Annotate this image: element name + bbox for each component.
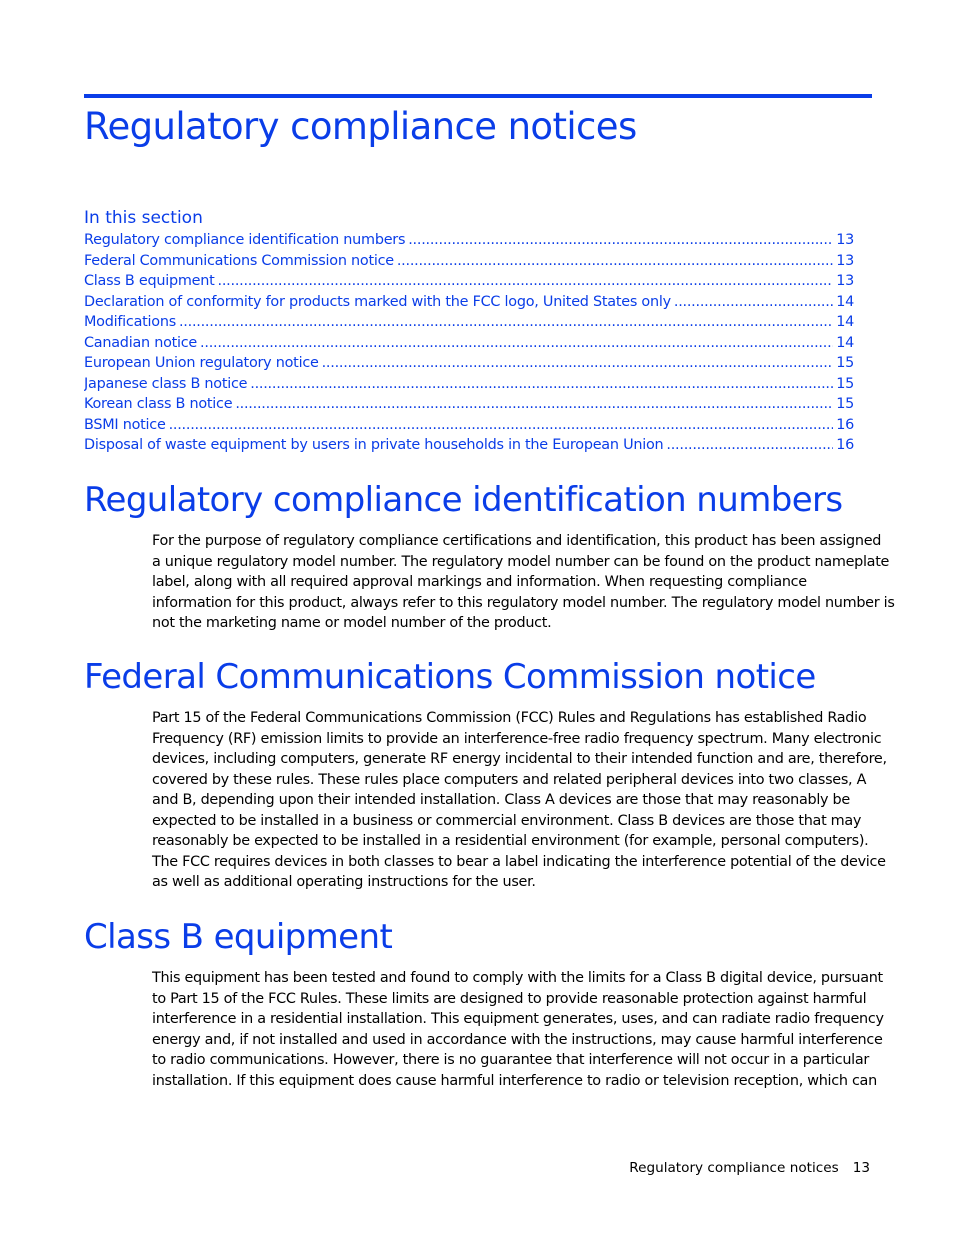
toc-entry-title: Declaration of conformity for products marked with the FCC logo, United States only (84, 293, 671, 310)
body-line: reasonably be expected to be installed in a residential environment (for example, personal computers). (152, 833, 869, 849)
body-line: This equipment has been tested and found to comply with the limits for a Class B digital device, pursuant (152, 970, 883, 986)
toc-entry-title: Modifications (84, 314, 176, 330)
toc-leader-dots (322, 353, 834, 374)
body-line: and B, depending upon their intended installation. Class A devices are those that may reasonably be (152, 792, 850, 808)
toc-entry-declaration-of-conformity[interactable] (84, 292, 854, 313)
toc-entry-page: 13 (836, 252, 854, 269)
toc-heading: In this section (84, 208, 203, 228)
body-line: interference in a residential installation. This equipment generates, uses, and can radiate radio frequency (152, 1011, 884, 1027)
body-line: to Part 15 of the FCC Rules. These limits are designed to provide reasonable protection against harmful (152, 990, 867, 1007)
footer-label: Regulatory compliance notices (629, 1160, 839, 1176)
toc-entry-bsmi-notice[interactable] (84, 415, 854, 436)
toc-entry-page: 16 (836, 437, 854, 453)
toc-entry-title: Japanese class B notice (84, 375, 248, 392)
toc-leader-dots (200, 333, 833, 354)
body-line: For the purpose of regulatory compliance certifications and identification, this product has been assigned (152, 533, 882, 549)
toc-entry-regulatory-identification-numbers[interactable] (84, 230, 854, 251)
chapter-top-rule (84, 94, 872, 98)
body-line: not the marketing name or model number of the product. (152, 615, 552, 631)
table-of-contents (84, 230, 854, 456)
section-body-fcc-notice (152, 708, 887, 893)
toc-entry-japanese-class-b-notice[interactable] (84, 374, 854, 395)
body-line: Frequency (RF) emission limits to provide an interference-free radio frequency spectrum. Many electronic (152, 730, 882, 747)
toc-entry-page: 13 (836, 232, 854, 248)
toc-entry-waste-disposal-eu[interactable] (84, 435, 854, 456)
toc-entry-page: 13 (836, 273, 854, 289)
toc-entry-page: 14 (836, 334, 854, 351)
toc-entry-canadian-notice[interactable] (84, 333, 854, 354)
toc-entry-fcc-notice[interactable] (84, 251, 854, 272)
body-line: information for this product, always refer to this regulatory model number. The regulatory model number is (152, 594, 895, 611)
body-line: label, along with all required approval markings and information. When requesting compliance (152, 574, 807, 590)
section-body-class-b-equipment (152, 968, 884, 1091)
body-line: The FCC requires devices in both classes to bear a label indicating the interference potential of the device (152, 853, 886, 870)
toc-entry-page: 15 (836, 375, 854, 392)
toc-entry-title: BSMI notice (84, 416, 166, 433)
toc-entry-page: 16 (836, 416, 854, 433)
body-line: energy and, if not installed and used in accordance with the instructions, may cause harmful interference (152, 1031, 883, 1048)
toc-entry-title: Korean class B notice (84, 396, 233, 412)
toc-leader-dots (218, 271, 834, 292)
body-line: expected to be installed in a business or commercial environment. Class B devices are those that may (152, 812, 862, 829)
footer-page-number: 13 (852, 1160, 870, 1176)
toc-leader-dots (397, 251, 833, 272)
toc-leader-dots (179, 312, 833, 333)
toc-leader-dots (674, 292, 833, 313)
toc-entry-modifications[interactable] (84, 312, 854, 333)
toc-entry-page: 14 (836, 314, 854, 330)
body-line: as well as additional operating instructions for the user. (152, 874, 536, 890)
toc-leader-dots (250, 374, 833, 395)
toc-leader-dots (408, 230, 833, 251)
toc-entry-title: Disposal of waste equipment by users in private households in the European Union (84, 437, 664, 453)
body-line: a unique regulatory model number. The regulatory model number can be found on the product nameplate (152, 553, 890, 570)
toc-entry-page: 15 (836, 396, 854, 412)
body-line: installation. If this equipment does cause harmful interference to radio or television reception, which can (152, 1072, 877, 1089)
toc-entry-page: 15 (836, 355, 854, 371)
section-title-class-b-equipment: Class B equipment (84, 917, 393, 957)
section-title-fcc-notice: Federal Communications Commission notice (84, 657, 816, 697)
toc-entry-eu-regulatory-notice[interactable] (84, 353, 854, 374)
chapter-title: Regulatory compliance notices (84, 105, 637, 148)
toc-entry-page: 14 (836, 293, 854, 310)
toc-entry-class-b-equipment[interactable] (84, 271, 854, 292)
toc-entry-title: Federal Communications Commission notice (84, 252, 394, 269)
toc-entry-korean-class-b-notice[interactable] (84, 394, 854, 415)
toc-leader-dots (169, 415, 834, 436)
body-line: Part 15 of the Federal Communications Commission (FCC) Rules and Regulations has established Radio (152, 710, 867, 726)
toc-entry-title: European Union regulatory notice (84, 355, 319, 371)
page-footer (629, 1158, 870, 1178)
toc-leader-dots (235, 394, 833, 415)
body-line: covered by these rules. These rules place computers and related peripheral devices into two classes, A (152, 771, 867, 788)
section-body-identification-numbers (152, 531, 895, 634)
section-title-identification-numbers: Regulatory compliance identification numbers (84, 480, 843, 520)
toc-entry-title: Canadian notice (84, 334, 198, 351)
body-line: to radio communications. However, there is no guarantee that interference will not occur in a particular (152, 1052, 870, 1068)
body-line: devices, including computers, generate RF energy incidental to their intended function and are, therefore, (152, 751, 887, 767)
toc-leader-dots (666, 435, 833, 456)
toc-entry-title: Class B equipment (84, 273, 215, 289)
toc-entry-title: Regulatory compliance identification numbers (84, 232, 406, 248)
